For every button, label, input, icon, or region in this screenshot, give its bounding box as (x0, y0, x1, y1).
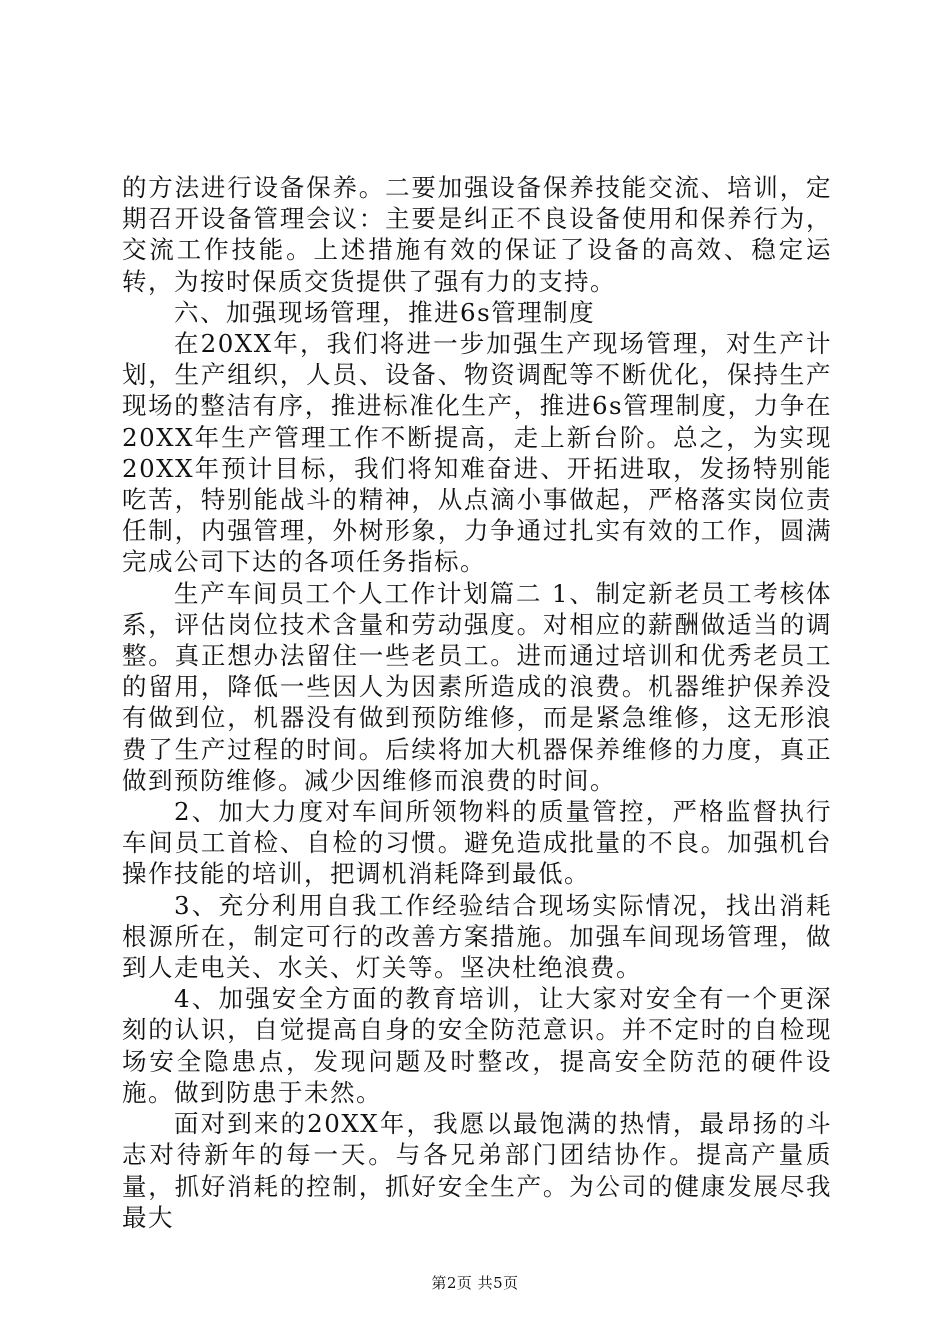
document-body (122, 172, 832, 1233)
page-number-footer: 第2页 共5页 (431, 1274, 519, 1292)
section-heading: 六、加强现场管理，推进6s管理制度 (174, 297, 596, 327)
paragraph: 在20XX年，我们将进一步加强生产现场管理，对生产计划，生产组织，人员、设备、物资调配等不断优化，保持生产现场的整洁有序，推进标准化生产，推进6s管理制度，力争在20XX年生产管理工作不断提高，走上新台阶。总之，为实现20XX年预计目标，我们将知难奋进、开拓进取，发扬特别能吃苦，特别能战斗的精神，从点滴小事做起，严格落实岗位责任制，内强管理，外树形象，力争通过扎实有效的工作，圆满完成公司下达的各项任务指标。 (122, 329, 832, 577)
paragraph-continuation: 的方法进行设备保养。二要加强设备保养技能交流、培训，定期召开设备管理会议：主要是纠正不良设备使用和保养行为，交流工作技能。上述措施有效的保证了设备的高效、稳定运转，为按时保质交货提供了强有力的支持。 (122, 173, 832, 296)
paragraph: 2、加大力度对车间所领物料的质量管控，严格监督执行车间员工首检、自检的习惯。避免造成批量的不良。加强机台操作技能的培训，把调机消耗降到最低。 (122, 797, 832, 889)
paragraph: 生产车间员工个人工作计划篇二 1、制定新老员工考核体系，评估岗位技术含量和劳动强度。对相应的薪酬做适当的调整。真正想办法留住一些老员工。进而通过培训和优秀老员工的留用，降低一些因人为因素所造成的浪费。机器维护保养没有做到位，机器没有做到预防维修，而是紧急维修，这无形浪费了生产过程的时间。后续将加大机器保养维修的力度，真正做到预防维修。减少因维修而浪费的时间。 (122, 578, 832, 795)
paragraph: 面对到来的20XX年，我愿以最饱满的热情，最昂扬的斗志对待新年的每一天。与各兄弟部门团结协作。提高产量质量，抓好消耗的控制，抓好安全生产。为公司的健康发展尽我最大 (122, 1109, 832, 1232)
paragraph: 3、充分利用自我工作经验结合现场实际情况，找出消耗根源所在，制定可行的改善方案措施。加强车间现场管理，做到人走电关、水关、灯关等。坚决杜绝浪费。 (122, 890, 832, 983)
paragraph: 4、加强安全方面的教育培训，让大家对安全有一个更深刻的认识，自觉提高自身的安全防范意识。并不定时的自检现场安全隐患点，发现问题及时整改，提高安全防范的硬件设施。做到防患于未然。 (122, 984, 832, 1107)
